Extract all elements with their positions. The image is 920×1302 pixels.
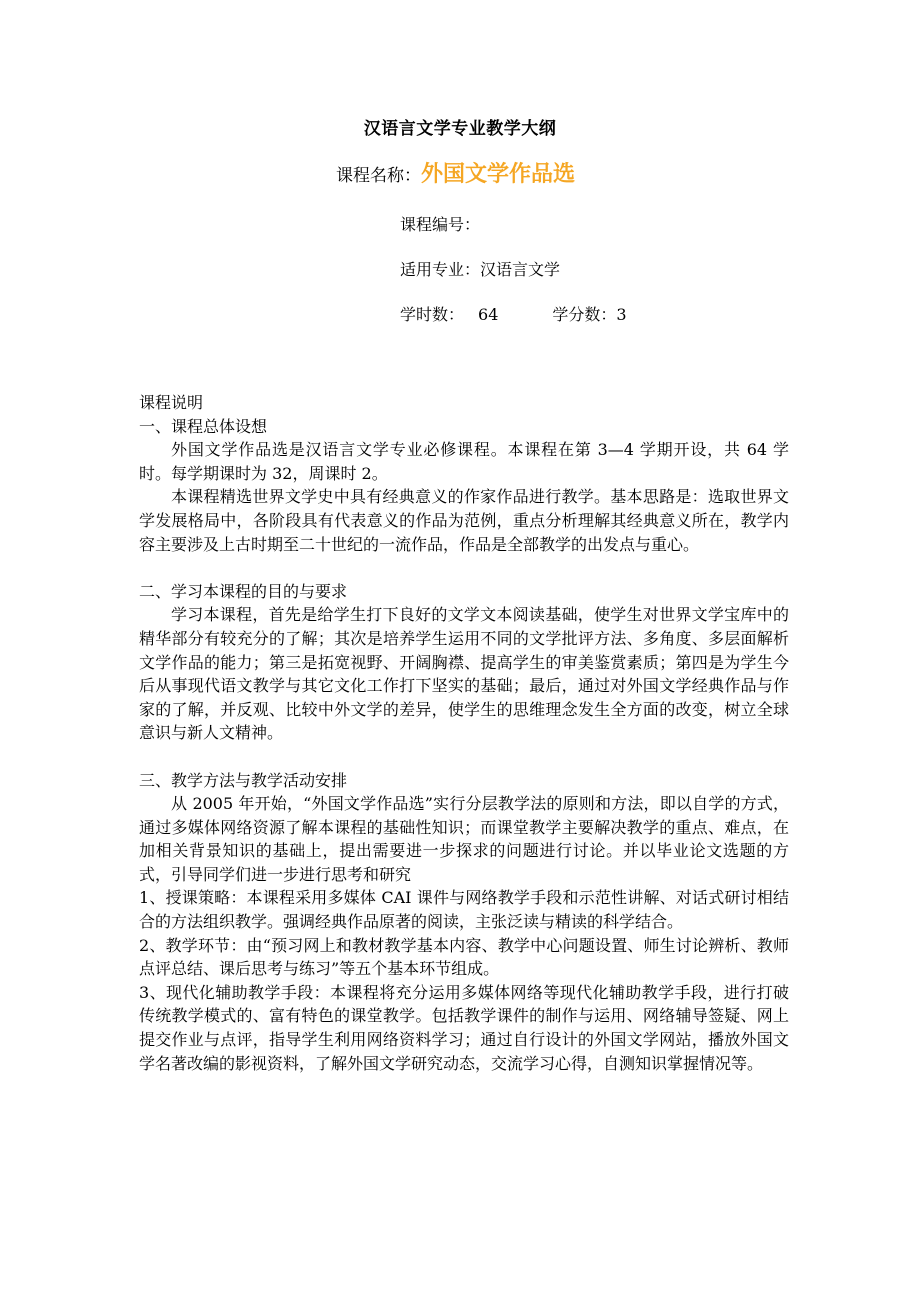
hours-value: 64 <box>478 305 499 324</box>
document-body <box>139 391 789 1075</box>
course-name-line <box>336 157 575 188</box>
section-3-heading: 三、教学方法与教学活动安排 <box>139 770 348 790</box>
major-label: 适用专业：汉语言文学 <box>400 260 561 279</box>
major-line <box>400 257 560 280</box>
section-1-paragraph-1: 外国文学作品选是汉语言文学专业必修课程。本课程在第 3—4 学期开设，共 64 学时。每学期课时为 32，周课时 2。 <box>139 440 789 483</box>
hours-label: 学时数： <box>400 305 465 324</box>
section-1-heading: 一、课程总体设想 <box>139 416 268 436</box>
hours-credits-line <box>400 302 627 325</box>
course-name-label: 课程名称： <box>336 166 421 186</box>
document-title: 汉语言文学专业教学大纲 <box>363 119 557 139</box>
section-2-heading: 二、学习本课程的目的与要求 <box>139 581 348 601</box>
intro-heading: 课程说明 <box>139 393 204 412</box>
section-3-item-2: 2、教学环节：由“预习网上和教材教学基本内容、教学中心问题设置、师生讨论辨析、教师点评总结、课后思考与练习”等五个基本环节组成。 <box>139 935 789 979</box>
course-code-line <box>400 212 480 235</box>
section-3-paragraph-1: 从 2005 年开始，“外国文学作品选”实行分层教学法的原则和方法，即以自学的方式，通过多媒体网络资源了解本课程的基础性知识；而课堂教学主要解决教学的重点、难点，在加相关背景知识的基础上，提出需要进一步探求的问题进行讨论。并以毕业论文选题的方式，引导同学们进一步进行思考和研究 <box>139 794 789 884</box>
credits-label: 学分数：3 <box>552 305 627 324</box>
section-2-paragraph-1: 学习本课程，首先是给学生打下良好的文学文本阅读基础，使学生对世界文学宝库中的精华部分有较充分的了解；其次是培养学生运用不同的文学批评方法、多角度、多层面解析文学作品的能力；第三是拓宽视野、开阔胸襟、提高学生的审美鉴赏素质；第四是为学生今后从事现代语文教学与其它文化工作打下坚实的基础；最后，通过对外国文学经典作品与作家的了解，并反观、比较中外文学的差异，使学生的思维理念发生全方面的改变，树立全球意识与新人文精神。 <box>139 605 789 743</box>
course-name-value: 外国文学作品选 <box>421 162 576 187</box>
section-3-item-3: 3、现代化辅助教学手段：本课程将充分运用多媒体网络等现代化辅助教学手段，进行打破传统教学模式的、富有特色的课堂教学。包括教学课件的制作与运用、网络辅导签疑、网上提交作业与点评，指导学生利用网络资料学习；通过自行设计的外国文学网站，播放外国文学名著改编的影视资料，了解外国文学研究动态，交流学习心得，自测知识掌握情况等。 <box>139 982 789 1073</box>
course-code-label: 课程编号： <box>400 215 481 234</box>
section-1-paragraph-2: 本课程精选世界文学史中具有经典意义的作家作品进行教学。基本思路是：选取世界文学发展格局中，各阶段具有代表意义的作品为范例，重点分析理解其经典意义所在，教学内容主要涉及上古时期至二十世纪的一流作品，作品是全部教学的出发点与重心。 <box>139 487 789 554</box>
section-3-item-1: 1、授课策略：本课程采用多媒体 CAI 课件与网络教学手段和示范性讲解、对话式研讨相结合的方法组织教学。强调经典作品原著的阅读，主张泛读与精读的科学结合。 <box>139 888 789 932</box>
